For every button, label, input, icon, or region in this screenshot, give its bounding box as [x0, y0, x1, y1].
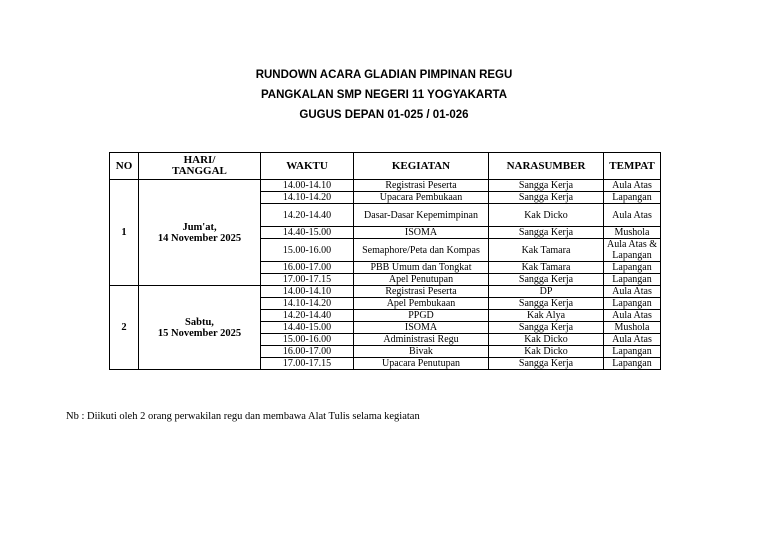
title-line-2: PANGKALAN SMP NEGERI 11 YOGYAKARTA — [260, 89, 508, 101]
cell-waktu: 14.40-15.00 — [261, 227, 354, 239]
cell-kegiatan: ISOMA — [354, 322, 489, 334]
footnote: Nb : Diikuti oleh 2 orang perwakilan regu dan membawa Alat Tulis selama kegiatan — [66, 411, 420, 422]
cell-kegiatan: Bivak — [354, 346, 489, 358]
cell-kegiatan: Administrasi Regu — [354, 334, 489, 346]
cell-narasumber: Sangga Kerja — [489, 274, 604, 286]
cell-tempat: Aula Atas — [604, 180, 661, 192]
table-row — [110, 180, 661, 192]
cell-tempat: Lapangan — [604, 346, 661, 358]
table-body — [110, 180, 661, 370]
cell-tempat: Mushola — [604, 227, 661, 239]
group-date-cell — [139, 180, 261, 286]
cell-narasumber: Sangga Kerja — [489, 298, 604, 310]
group-day: Jum'at, — [182, 221, 217, 233]
cell-kegiatan: PBB Umum dan Tongkat — [354, 262, 489, 274]
cell-waktu: 14.20-14.40 — [261, 204, 354, 227]
header-narasumber: NARASUMBER — [489, 153, 604, 180]
table-header-row — [110, 153, 661, 180]
cell-kegiatan: ISOMA — [354, 227, 489, 239]
header-waktu: WAKTU — [261, 153, 354, 180]
cell-waktu: 16.00-17.00 — [261, 262, 354, 274]
header-kegiatan: KEGIATAN — [354, 153, 489, 180]
cell-narasumber: DP — [489, 286, 604, 298]
cell-tempat: Lapangan — [604, 262, 661, 274]
rundown-table — [109, 152, 661, 370]
cell-waktu: 14.00-14.10 — [261, 286, 354, 298]
cell-tempat: Lapangan — [604, 274, 661, 286]
cell-tempat: Mushola — [604, 322, 661, 334]
cell-kegiatan: Registrasi Peserta — [354, 286, 489, 298]
document-title — [0, 65, 768, 125]
header-tanggal: TANGGAL — [172, 165, 227, 177]
cell-waktu: 17.00-17.15 — [261, 274, 354, 286]
cell-tempat: Lapangan — [604, 298, 661, 310]
cell-tempat: Lapangan — [604, 358, 661, 370]
group-date: 15 November 2025 — [157, 327, 242, 339]
cell-narasumber: Kak Alya — [489, 310, 604, 322]
cell-narasumber: Sangga Kerja — [489, 227, 604, 239]
cell-waktu: 16.00-17.00 — [261, 346, 354, 358]
cell-tempat: Aula Atas — [604, 204, 661, 227]
cell-waktu: 14.20-14.40 — [261, 310, 354, 322]
cell-waktu: 14.10-14.20 — [261, 192, 354, 204]
cell-narasumber: Kak Dicko — [489, 204, 604, 227]
cell-kegiatan: Semaphore/Peta dan Kompas — [354, 239, 489, 262]
cell-waktu: 15.00-16.00 — [261, 334, 354, 346]
cell-kegiatan: Upacara Penutupan — [354, 358, 489, 370]
cell-narasumber: Kak Tamara — [489, 262, 604, 274]
group-day: Sabtu, — [185, 316, 214, 328]
cell-tempat: Lapangan — [604, 192, 661, 204]
header-tempat: TEMPAT — [604, 153, 661, 180]
cell-waktu: 17.00-17.15 — [261, 358, 354, 370]
cell-tempat: Aula Atas — [604, 310, 661, 322]
cell-waktu: 15.00-16.00 — [261, 239, 354, 262]
header-hari-tanggal — [139, 153, 261, 180]
cell-tempat: Aula Atas — [604, 334, 661, 346]
cell-narasumber: Kak Tamara — [489, 239, 604, 262]
cell-kegiatan: Apel Penutupan — [354, 274, 489, 286]
cell-tempat: Aula Atas & Lapangan — [604, 239, 661, 262]
cell-kegiatan: PPGD — [354, 310, 489, 322]
cell-waktu: 14.10-14.20 — [261, 298, 354, 310]
group-date: 14 November 2025 — [157, 232, 242, 244]
cell-narasumber: Sangga Kerja — [489, 192, 604, 204]
title-line-3: GUGUS DEPAN 01-025 / 01-026 — [299, 109, 469, 121]
table-row — [110, 286, 661, 298]
cell-kegiatan: Upacara Pembukaan — [354, 192, 489, 204]
cell-kegiatan: Dasar-Dasar Kepemimpinan — [354, 204, 489, 227]
cell-narasumber: Sangga Kerja — [489, 358, 604, 370]
cell-narasumber: Kak Dicko — [489, 334, 604, 346]
cell-tempat: Aula Atas — [604, 286, 661, 298]
group-date-cell — [139, 286, 261, 370]
title-line-1: RUNDOWN ACARA GLADIAN PIMPINAN REGU — [255, 69, 513, 81]
cell-kegiatan: Registrasi Peserta — [354, 180, 489, 192]
cell-narasumber: Sangga Kerja — [489, 322, 604, 334]
cell-narasumber: Sangga Kerja — [489, 180, 604, 192]
cell-waktu: 14.40-15.00 — [261, 322, 354, 334]
header-hari: HARI/ — [183, 154, 216, 166]
group-number-cell: 1 — [110, 180, 139, 286]
cell-narasumber: Kak Dicko — [489, 346, 604, 358]
cell-waktu: 14.00-14.10 — [261, 180, 354, 192]
group-number-cell: 2 — [110, 286, 139, 370]
cell-kegiatan: Apel Pembukaan — [354, 298, 489, 310]
header-no: NO — [110, 153, 139, 180]
